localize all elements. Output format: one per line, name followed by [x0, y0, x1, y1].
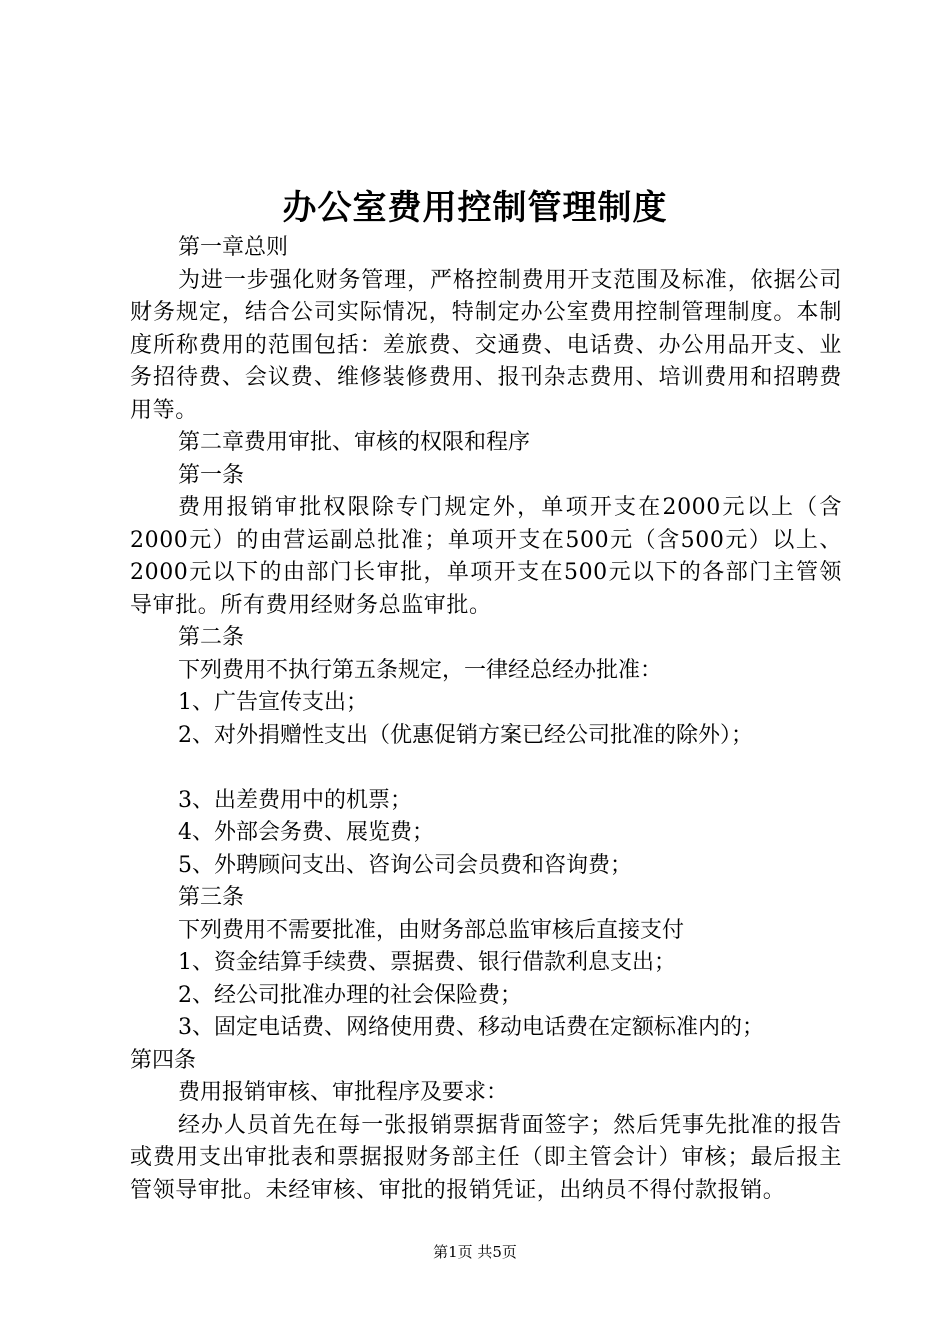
- article-4-intro: 费用报销审核、审批程序及要求：: [178, 1080, 509, 1105]
- article-3-intro: 下列费用不需要批准，由财务部总监审核后直接支付: [178, 917, 685, 943]
- article-2-intro: 下列费用不执行第五条规定，一律经总经办批准：: [178, 657, 663, 683]
- article-3-item: 1、资金结算手续费、票据费、银行借款利息支出；: [178, 950, 676, 975]
- article-2-heading: 第二条: [178, 625, 245, 650]
- article-2-item: 5、外聘顾问支出、咨询公司会员费和咨询费；: [178, 852, 632, 878]
- article-3-item: 2、经公司批准办理的社会保险费；: [178, 982, 522, 1008]
- article-1-heading: 第一条: [178, 462, 245, 488]
- chapter-1-paragraph: 为进一步强化财务管理，严格控制费用开支范围及标准，依据公司财务规定，结合公司实际情况，特制定办公室费用控制管理制度。本制度所称费用的范围包括：差旅费、交通费、电话费、办公用品开支、业务招待费、会议费、维修装修费用、报刊杂志费用、培训费用和招聘费用等。: [130, 267, 842, 423]
- document-title: 办公室费用控制管理制度: [282, 188, 668, 228]
- article-3-item: 3、固定电话费、网络使用费、移动电话费在定额标准内的；: [178, 1015, 764, 1040]
- article-2-item: 4、外部会务费、展览费；: [178, 820, 434, 845]
- article-4-paragraph: 经办人员首先在每一张报销票据背面签字；然后凭事先批准的报告或费用支出审批表和票据报财务部主任（即主管会计）审核；最后报主管领导审批。未经审核、审批的报销凭证，出纳员不得付款报销。: [130, 1112, 842, 1203]
- page-number-footer: 第1页 共5页: [433, 1243, 517, 1261]
- article-2-item: 3、出差费用中的机票；: [178, 787, 412, 813]
- article-3-heading: 第三条: [178, 885, 245, 910]
- article-4-heading: 第四条: [130, 1047, 197, 1073]
- article-1-paragraph: 费用报销审批权限除专门规定外，单项开支在2000元以上（含2000元）的由营运副总批准；单项开支在500元（含500元）以上、2000元以下的由部门长审批，单项开支在500元以下的各部门主管领导审批。所有费用经财务总监审批。: [130, 495, 842, 618]
- article-2-item: 1、广告宣传支出；: [178, 690, 368, 715]
- article-2-item: 2、对外捐赠性支出（优惠促销方案已经公司批准的除外）；: [178, 722, 753, 748]
- document-body: [130, 232, 842, 1207]
- chapter-1-heading: 第一章总则: [178, 235, 289, 260]
- chapter-2-heading: 第二章费用审批、审核的权限和程序: [178, 430, 531, 455]
- blank-line: [130, 752, 842, 785]
